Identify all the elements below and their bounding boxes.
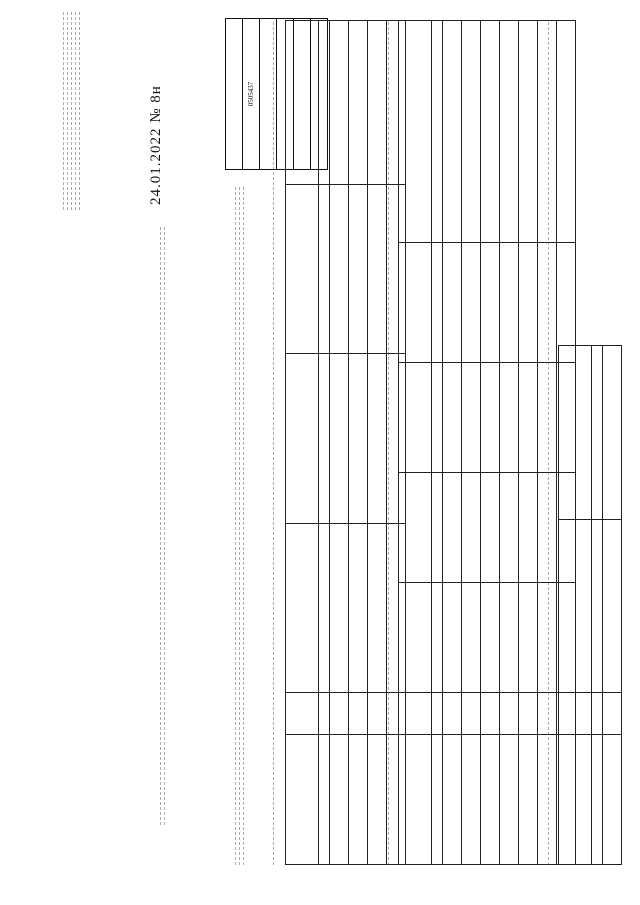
- table-cell: [443, 735, 462, 865]
- table-cell: [462, 363, 481, 473]
- table-cell: [462, 243, 481, 363]
- table-cell: [286, 523, 319, 692]
- table-cell: [286, 185, 319, 354]
- table-cell: [319, 692, 330, 734]
- table-cell: [592, 346, 603, 520]
- table-cell: [519, 243, 538, 363]
- table-cell: [462, 21, 481, 243]
- table-cell: [349, 21, 368, 185]
- table-cell: [500, 583, 519, 693]
- table-row: [286, 21, 319, 865]
- table-cell: [368, 523, 387, 692]
- section-1-2-heading: [385, 20, 392, 865]
- header-line: [239, 185, 240, 865]
- header-lines: [232, 185, 247, 865]
- table-row: [592, 346, 603, 865]
- header-line: [243, 185, 244, 865]
- title-line: [164, 225, 165, 825]
- table-cell: [481, 735, 500, 865]
- table-cell: [603, 346, 622, 520]
- table-cell: [319, 21, 330, 185]
- table-cell: [330, 734, 349, 864]
- stamp-date: 24.01.2022: [148, 127, 164, 205]
- table-cell: [500, 473, 519, 583]
- table-cell: [481, 583, 500, 693]
- table-row: [481, 21, 500, 865]
- table-cell: [432, 21, 443, 243]
- stamp-number: 8н: [148, 85, 164, 103]
- table-cell: [319, 523, 330, 692]
- table-cell: [368, 21, 387, 185]
- section-1-1-heading: [270, 20, 277, 865]
- table-cell: [286, 21, 319, 185]
- table-row: [519, 21, 538, 865]
- table-cell: [330, 523, 349, 692]
- table-cell: [432, 735, 443, 865]
- table-cell: [519, 21, 538, 243]
- table-cell: [481, 21, 500, 243]
- approval-stamp: [60, 10, 83, 210]
- table-cell: [432, 363, 443, 473]
- table-row: [500, 21, 519, 865]
- table-cell: [500, 21, 519, 243]
- table-row: [603, 346, 622, 865]
- table-cell: [399, 735, 432, 865]
- table-cell: [481, 243, 500, 363]
- table-cell: [462, 735, 481, 865]
- table-cell: [500, 693, 519, 735]
- okud-code: 0505437: [243, 19, 260, 169]
- stamp-line: [63, 10, 64, 210]
- table-cell: [559, 735, 592, 865]
- table-cell: [399, 693, 432, 735]
- table-cell: [500, 735, 519, 865]
- table-cell: [432, 243, 443, 363]
- table-cell: [592, 735, 603, 865]
- table-cell: [286, 354, 319, 523]
- table-cell: [443, 21, 462, 243]
- stamp-line: [67, 10, 68, 210]
- table-cell: [462, 693, 481, 735]
- table-cell: [399, 583, 432, 693]
- table-row: [462, 21, 481, 865]
- table-row: [432, 21, 443, 865]
- table-cell: [330, 185, 349, 354]
- table-cell: [349, 185, 368, 354]
- table-cell: [368, 354, 387, 523]
- table-cell: [500, 363, 519, 473]
- stamp-line: [75, 10, 76, 210]
- table-row: [319, 21, 330, 865]
- table-cell: [603, 519, 622, 693]
- title-line: [160, 225, 161, 825]
- table-row: [559, 346, 592, 865]
- table-cell: [349, 692, 368, 734]
- header-line: [235, 185, 236, 865]
- table-cell: [399, 21, 432, 243]
- table-cell: [592, 519, 603, 693]
- table-cell: [559, 519, 592, 693]
- table-cell: [330, 354, 349, 523]
- table-cell: [432, 583, 443, 693]
- table-row: [399, 21, 432, 865]
- table-cell: [592, 693, 603, 735]
- table-row: [368, 21, 387, 865]
- table-row: [349, 21, 368, 865]
- table-cell: [603, 693, 622, 735]
- table-cell: [349, 734, 368, 864]
- table-cell: [319, 354, 330, 523]
- table-cell: [557, 21, 576, 243]
- table-cell: [399, 243, 432, 363]
- table-cell: [603, 735, 622, 865]
- table-cell: [559, 693, 592, 735]
- table-cell: [349, 523, 368, 692]
- table-cell: [500, 243, 519, 363]
- table-cell: [559, 346, 592, 520]
- table-cell: [519, 693, 538, 735]
- table-cell: [519, 363, 538, 473]
- stamp-line: [71, 10, 72, 210]
- table-cell: [519, 473, 538, 583]
- table-cell: [443, 243, 462, 363]
- table-cell: [481, 473, 500, 583]
- table-row: [330, 21, 349, 865]
- table-cell: [286, 734, 319, 864]
- table-cell: [368, 734, 387, 864]
- table-cell: [399, 363, 432, 473]
- stamp-line: [79, 10, 80, 210]
- stamp-date-line: 24.01.2022 № 8н: [148, 85, 164, 205]
- table-cell: [481, 363, 500, 473]
- table-cell: [443, 473, 462, 583]
- table-cell: [368, 692, 387, 734]
- table-cell: [443, 583, 462, 693]
- table-cell: [481, 693, 500, 735]
- section-1-3-heading: [545, 20, 552, 865]
- table-cell: [443, 693, 462, 735]
- table-cell: [432, 473, 443, 583]
- table-cell: [286, 692, 319, 734]
- codes-header: [226, 19, 243, 169]
- table-cell: [319, 734, 330, 864]
- table-cell: [462, 583, 481, 693]
- table-cell: [399, 473, 432, 583]
- table-cell: [519, 735, 538, 865]
- form-title-block: [157, 225, 168, 825]
- table-cell: [462, 473, 481, 583]
- table-cell: [443, 363, 462, 473]
- table-cell: [519, 583, 538, 693]
- table-cell: [319, 185, 330, 354]
- table-cell: [432, 693, 443, 735]
- table-row: [443, 21, 462, 865]
- table-cell: [349, 354, 368, 523]
- table-cell: [330, 21, 349, 185]
- table-cell: [330, 692, 349, 734]
- table-cell: [368, 185, 387, 354]
- norms-table: [558, 345, 622, 865]
